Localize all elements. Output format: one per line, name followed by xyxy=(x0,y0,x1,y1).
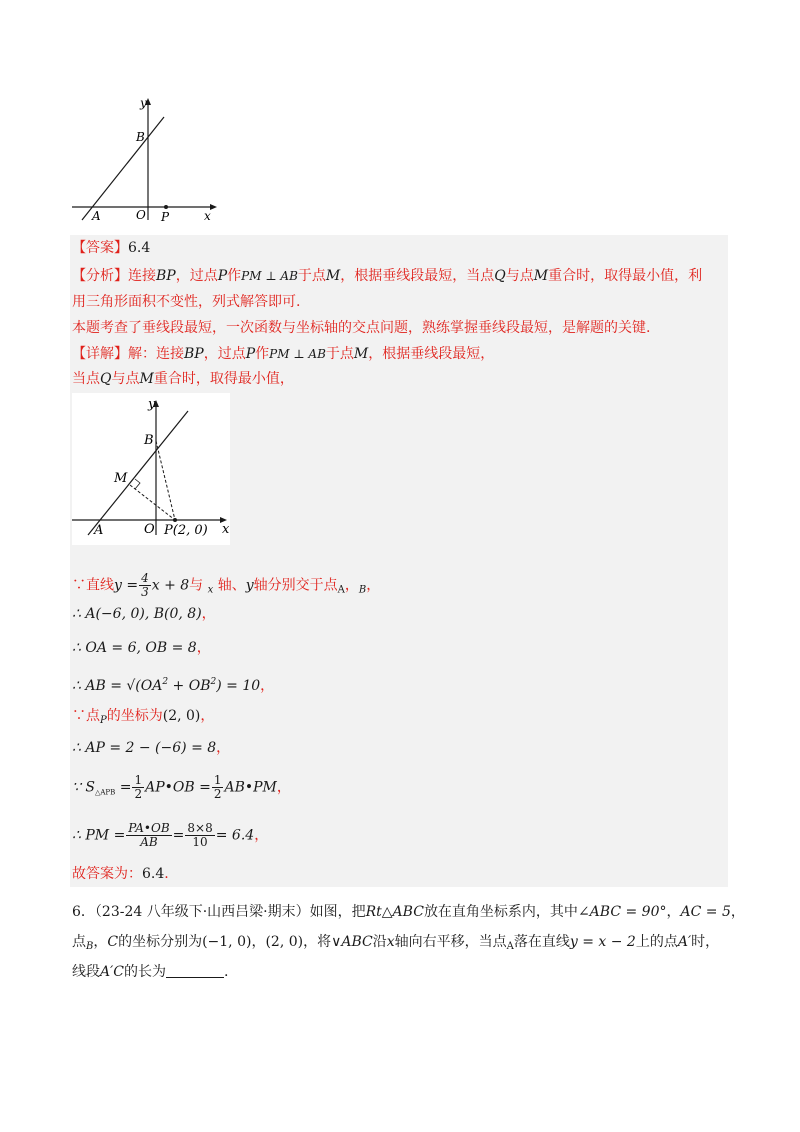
superscript: 2 xyxy=(162,677,169,687)
label-b: B xyxy=(136,130,145,144)
step-math: P xyxy=(100,715,107,726)
label-b: B xyxy=(144,433,154,448)
segment-bp xyxy=(156,441,175,520)
detail-line-2 xyxy=(72,369,294,389)
step-3 xyxy=(72,638,211,658)
fraction-numerator: 4 xyxy=(141,571,149,585)
step-text: ， xyxy=(344,577,359,594)
detail-text: 于点 xyxy=(325,346,354,362)
step-math: = xyxy=(172,827,185,844)
detail-tag: 【详解】 xyxy=(72,346,128,362)
step-text: 轴分别交于点 xyxy=(253,577,338,594)
step-text: ， xyxy=(366,577,381,594)
question-text: ，将 xyxy=(303,934,332,950)
question-math: B xyxy=(86,941,94,952)
step-8 xyxy=(72,822,268,849)
step-text: ∵直线 xyxy=(72,577,114,594)
question-math: x xyxy=(386,934,395,950)
analysis-text: 连接 xyxy=(128,268,156,284)
detail-text: ，根据垂线段最短， xyxy=(368,346,495,362)
detail-text: 与点 xyxy=(111,371,140,387)
question-text: 沿 xyxy=(372,934,387,950)
step-5 xyxy=(72,706,214,731)
analysis-math: P xyxy=(217,268,228,284)
step-7 xyxy=(72,774,291,803)
fraction-denominator: 2 xyxy=(134,787,143,801)
fraction-numerator: PA•OB xyxy=(128,821,170,835)
fraction-numerator: 1 xyxy=(213,773,222,787)
question-6-line-3 xyxy=(72,962,228,982)
step-text: ， xyxy=(254,827,269,844)
step-math: A xyxy=(337,584,345,596)
fraction-64-10 xyxy=(185,822,214,849)
step-math: ∴ AB = √(OA xyxy=(72,678,163,694)
fraction-numerator: 8×8 xyxy=(187,821,213,835)
step-math: ∴ OA = 6, OB = 8 xyxy=(72,640,197,656)
analysis-text: ，根据垂线段最短，当点 xyxy=(340,268,495,284)
step-4 xyxy=(72,672,274,696)
analysis-text: 于点 xyxy=(297,268,326,284)
step-text: ， xyxy=(260,678,275,694)
analysis-text: 与点 xyxy=(505,268,534,284)
question-text: ， xyxy=(666,904,681,920)
fraction-denominator: AB xyxy=(140,835,158,849)
analysis-line-1 xyxy=(72,266,702,286)
question-text: 时， xyxy=(691,934,720,950)
detail-math: P xyxy=(245,346,256,362)
question-math: (−1, 0) xyxy=(202,934,252,950)
label-a: A xyxy=(94,523,104,538)
step-text: ， xyxy=(200,708,215,724)
figure-2-perpendicular-sketch xyxy=(72,393,230,545)
label-p-coord: P(2, 0) xyxy=(164,523,208,538)
label-p: P xyxy=(161,210,170,224)
detail-math: PM ⊥ AB xyxy=(269,347,326,361)
question-text: ， xyxy=(730,904,745,920)
fraction-1-2 xyxy=(212,774,224,801)
step-6 xyxy=(72,738,230,758)
detail-text: 重合时，取得最小值， xyxy=(153,371,294,387)
step-math: ∴ PM = xyxy=(72,827,126,844)
step-math: ∵ S xyxy=(72,779,95,796)
figure-1-coordinate-sketch xyxy=(70,95,220,225)
question-math: A′ xyxy=(677,934,692,950)
label-y: y xyxy=(140,96,147,110)
step-text: 与 xyxy=(189,577,204,594)
fraction-numerator: 1 xyxy=(134,773,143,787)
step-text: ， xyxy=(216,740,231,756)
detail-text: 作 xyxy=(255,346,270,362)
question-6-line-2 xyxy=(72,932,719,957)
question-text: . xyxy=(224,964,229,980)
analysis-text: ，过点 xyxy=(175,268,218,284)
answer-value: 6.4 xyxy=(128,240,151,256)
step-9 xyxy=(72,864,169,884)
answer-line xyxy=(72,238,150,258)
step-text: ， xyxy=(201,606,216,622)
point-p xyxy=(173,518,177,522)
analysis-math: BP xyxy=(156,268,176,284)
question-math: A′C xyxy=(100,964,125,980)
analysis-tag: 【分析】 xyxy=(72,268,128,284)
step-math: AP•OB = xyxy=(145,779,211,796)
fraction-denominator: 3 xyxy=(141,585,149,599)
detail-line-1 xyxy=(72,344,494,364)
right-angle-mark xyxy=(135,479,140,489)
question-math: C xyxy=(107,934,119,950)
detail-text: 当点 xyxy=(72,371,100,387)
label-o: O xyxy=(144,522,155,537)
question-text: 放在直角坐标系内，其中 xyxy=(423,904,578,920)
step-math: y xyxy=(245,577,254,594)
question-text: 线段 xyxy=(72,964,100,980)
step-math: = xyxy=(115,779,132,796)
question-text: 落在直线 xyxy=(513,934,570,950)
detail-math: M xyxy=(353,346,369,362)
question-text: 6．（23-24 八年级下·山西吕梁·期末）如图，把 xyxy=(72,904,366,920)
question-text: 的长为 xyxy=(124,964,167,980)
label-m: M xyxy=(114,471,128,486)
step-1 xyxy=(72,572,380,601)
question-text: 的坐标分别为 xyxy=(118,934,203,950)
step-math: + OB xyxy=(168,678,211,694)
detail-text: 解：连接 xyxy=(128,346,184,362)
question-text: 上的点 xyxy=(635,934,678,950)
detail-math: M xyxy=(139,371,154,387)
step-math: = 6.4 xyxy=(215,827,255,844)
question-math: ∠ABC = 90° xyxy=(577,904,667,920)
label-a: A xyxy=(92,209,101,223)
fraction-pa-ob-ab xyxy=(126,822,171,849)
question-text: 轴向右平移，当点 xyxy=(394,934,507,950)
label-o: O xyxy=(136,208,146,222)
detail-math: BP xyxy=(184,346,204,362)
question-text: 点 xyxy=(72,934,86,950)
final-answer: 6.4 xyxy=(142,866,165,882)
step-math: ∴ A(−6, 0), B(0, 8) xyxy=(72,606,202,622)
answer-tag: 【答案】 xyxy=(72,240,128,256)
analysis-line-2: 用三角形面积不变性，列式解答即可. xyxy=(72,294,301,310)
question-math: A xyxy=(506,941,514,952)
step-text: . xyxy=(164,866,169,882)
step-math: x + 8 xyxy=(151,577,190,594)
step-2 xyxy=(72,604,216,624)
analysis-text: 重合时，取得最小值，利 xyxy=(548,268,703,284)
question-6-line-1 xyxy=(72,902,745,922)
question-math: AC = 5 xyxy=(680,904,731,920)
analysis-math: PM ⊥ AB xyxy=(241,269,298,283)
step-math: B xyxy=(358,584,367,596)
step-math: ∴ AP = 2 − (−6) = 8 xyxy=(72,740,217,756)
x-axis-arrow xyxy=(210,204,217,210)
question-text: ， xyxy=(251,934,266,950)
step-text: 轴、 xyxy=(217,577,246,594)
question-text: ， xyxy=(93,934,108,950)
analysis-line-3: 本题考查了垂线段最短，一次函数与坐标轴的交点问题，熟练掌握垂线段最短，是解题的关键. xyxy=(72,320,651,336)
detail-text: ，过点 xyxy=(203,346,246,362)
detail-math: Q xyxy=(100,371,112,387)
step-text: 的坐标为 xyxy=(106,708,163,724)
question-math: y = x − 2 xyxy=(569,934,636,950)
analysis-math: M xyxy=(325,268,341,284)
step-math: AB•PM xyxy=(224,779,277,796)
fraction-4-3 xyxy=(139,572,151,599)
label-x: x xyxy=(204,209,211,223)
question-math: Rt△ABC xyxy=(365,904,424,920)
step-math: y = xyxy=(114,577,139,594)
line-ab xyxy=(88,411,188,535)
step-text: ∵点 xyxy=(72,708,100,724)
analysis-math: Q xyxy=(494,268,506,284)
step-text: ， xyxy=(276,779,291,796)
point-p xyxy=(164,205,168,209)
step-text: ， xyxy=(196,640,211,656)
answer-blank[interactable] xyxy=(166,963,224,978)
line-ab xyxy=(82,117,164,220)
step-math: x xyxy=(207,584,214,596)
step-text: 故答案为： xyxy=(72,866,142,882)
fraction-denominator: 10 xyxy=(192,835,208,849)
label-x: x xyxy=(222,522,230,537)
fraction-1-2 xyxy=(132,774,144,801)
subscript: △APB xyxy=(94,788,116,797)
superscript: 2 xyxy=(210,677,217,687)
fraction-denominator: 2 xyxy=(213,787,222,801)
step-math: ) = 10 xyxy=(216,678,261,694)
analysis-math: M xyxy=(533,268,549,284)
analysis-text: 作 xyxy=(227,268,242,284)
question-math: (2, 0) xyxy=(265,934,304,950)
label-y: y xyxy=(148,397,156,412)
question-math: ∨ABC xyxy=(331,934,373,950)
step-math: (2, 0) xyxy=(162,708,201,724)
